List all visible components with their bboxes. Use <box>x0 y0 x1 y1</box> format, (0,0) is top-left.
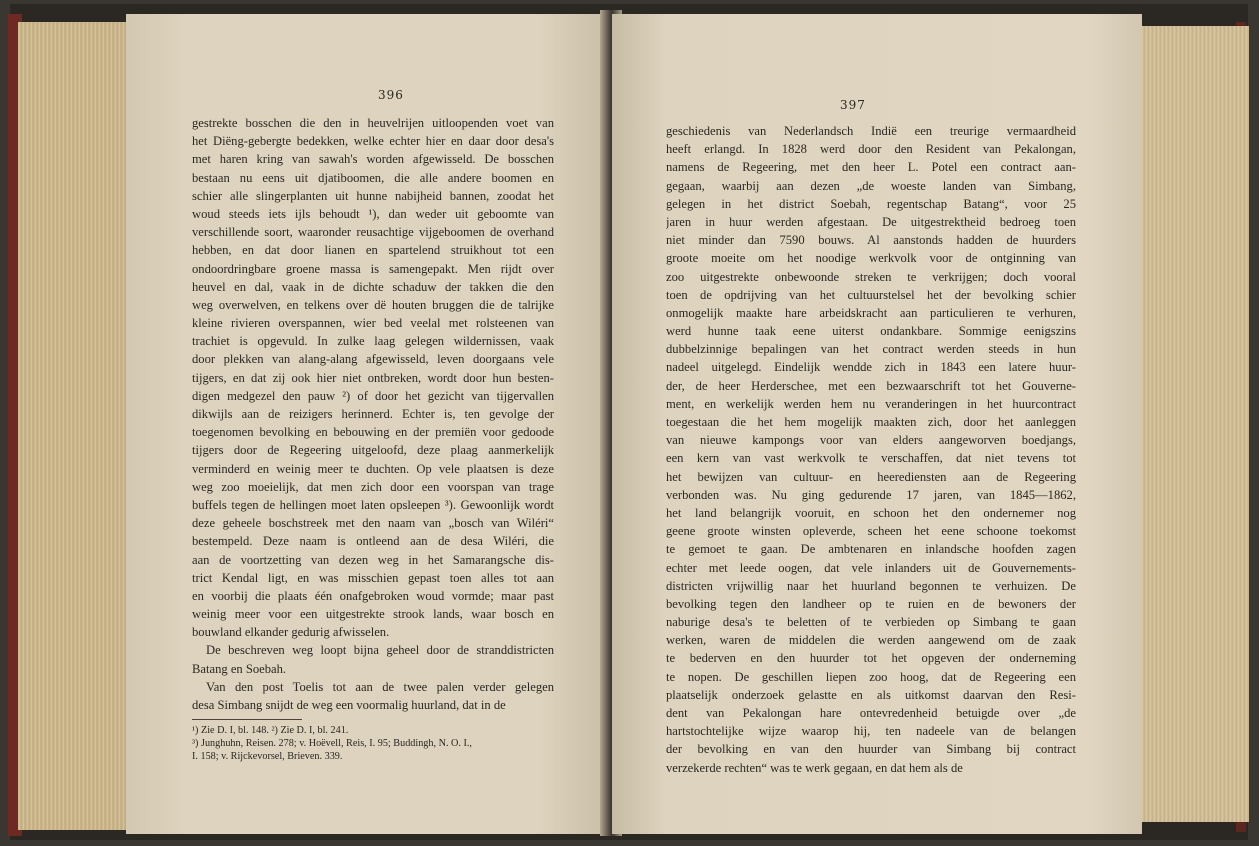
footnote-line: ¹) Zie D. I, bl. 148. ²) Zie D. I, bl. 241. <box>192 725 349 736</box>
text-line: geene groote winsten opleverde, scheen het eene schoone toekomst <box>666 524 1076 539</box>
text-line: trachiet is opgevuld. In zulke laag gelegen wildernissen, vaak <box>192 334 554 349</box>
text-line: jaren in huur werden afgestaan. De uitgestrektheid bedroeg toen <box>666 214 1076 229</box>
text-line: verschillende soort, waaronder reusachtige vijgeboomen de overhand <box>192 225 554 240</box>
text-line: en voorbij die plaats één onafgebroken woud vormde; maar past <box>192 588 554 603</box>
text-line: weg zoo moeielijk, dat men zich door een voorspan van trage <box>192 479 554 494</box>
text-line: nadeel uitgelegd. Eindelijk wendde zich in 1843 een latere huur- <box>666 360 1076 375</box>
footnote-rule <box>192 719 302 720</box>
text-line: te bederven en den huurder tot het opgeven der onderneming <box>666 651 1076 666</box>
text-line: bestaan nu eens uit djatiboomen, die alle andere boomen en <box>192 170 554 185</box>
text-line: te gemoet te gaan. De ambtenaren en inlandsche hoofden zagen <box>666 542 1076 557</box>
right-page-number: 397 <box>840 98 866 112</box>
text-line: ment, en werkelijk werden hem nu veranderingen in het huurcontract <box>666 396 1076 411</box>
left-page-number: 396 <box>378 88 404 102</box>
text-line: namens de Regeering, met den heer L. Potel een contract aan- <box>666 160 1076 175</box>
text-line: der bevolking en van den huurder van Simbang bij contract <box>666 742 1076 757</box>
text-line: echter met leede oogen, dat vele inlanders uit de Gouvernements- <box>666 560 1076 575</box>
text-line: het land belangrijk vooruit, en schoon het den ondernemer nog <box>666 505 1076 520</box>
text-line: weg overwelven, en telkens over dë houten bruggen die de talrijke <box>192 297 554 312</box>
text-line: Van den post Toelis tot aan de twee palen verder gelegen <box>206 679 554 694</box>
text-line: bouwland elkander gedurig afwisselen. <box>192 625 390 640</box>
text-line: toegestaan die het hem mogelijk maakten zich, door het aanleggen <box>666 415 1076 429</box>
footnote-line: I. 158; v. Rijckevorsel, Brieven. 339. <box>192 751 343 762</box>
text-line: door plekken van alang-alang afgewisseld, leven doorgaans vele <box>192 352 554 367</box>
text-line: buffels tegen de hellingen moet laten opsleepen ³). Gewoonlijk wordt <box>192 497 554 512</box>
text-line: ondoordringbare groene massa is samengepakt. Men rijdt over <box>192 261 554 276</box>
text-line: onmogelijk maakte hare arbeidskracht aan particulieren te verhuren, <box>666 305 1076 320</box>
text-line: geschiedenis van Nederlandsch Indië een treurige vermaardheid <box>666 124 1076 138</box>
text-line: kleine rivieren overspannen, wier bed veelal met rolsteenen van <box>192 316 554 331</box>
text-line: heuvel en dal, vaak in de dichte schaduw der takken die den <box>192 279 554 294</box>
text-line: een kern van vast werkvolk te verschaffen, dat niet tevens tot <box>666 451 1076 466</box>
text-line: heeft erlangd. In 1828 werd door den Resident van Pekalongan, <box>666 142 1076 157</box>
text-line: bevolking tegen den landheer op te ruien en de bewoners der <box>666 596 1076 611</box>
text-line: gelegen in het district Soebah, regentschap Batang“, voor 25 <box>666 196 1076 211</box>
text-line: dent van Pekalongan hare ontevredenheid betuigde over „de <box>666 706 1076 720</box>
text-line: weinig meer voor een uitgestrekte strook lands, waar bosch en <box>192 607 554 622</box>
text-line: toegenomen bevolking en bebouwing en der premiën voor gedoode <box>192 425 554 440</box>
text-line: deze geheele boschstreek met den naam van „bosch van Wiléri“ <box>192 516 554 531</box>
left-page <box>126 14 608 834</box>
text-line: zoo uitgestrekte onbewoonde streken te verkrijgen; doch vooral <box>666 269 1076 284</box>
text-line: digen medgezel den pauw ²) of door het gezicht van tijgervallen <box>192 388 554 403</box>
text-line: groote moeite om het noodige werkvolk voor de ontginning van <box>666 251 1076 266</box>
text-line: van nieuwe kampongs voor van elders aangeworven boedjangs, <box>666 433 1076 448</box>
text-line: verbonden was. Nu ging gedurende 17 jaren, van 1845—1862, <box>666 487 1076 502</box>
text-line: toen de opdrijving van het cultuurstelsel het der bevolking schier <box>666 287 1076 302</box>
left-page-footnotes <box>192 724 554 763</box>
text-line: het bewijzen van cultuur- en heerediensten aan de Regeering <box>666 469 1076 484</box>
right-page <box>612 14 1142 834</box>
text-line: gegaan, waarbij aan dezen „de woeste landen van Simbang, <box>666 178 1076 193</box>
text-line: naburige desa's te beletten of te verbieden op Simbang te gaan <box>666 615 1076 630</box>
text-line: dubbelzinnige bepalingen van het contract werden steeds in hun <box>666 342 1076 357</box>
right-page-body <box>666 122 1076 777</box>
text-line: niet minder dan 7590 bouws. Al aanstonds hadden de huurders <box>666 233 1076 248</box>
text-line: met haren kring van sawah's worden afgewisseld. De bosschen <box>192 152 554 167</box>
text-line: werd hunne taak eene uiterst ondankbare. Sommige eenigszins <box>666 324 1076 339</box>
text-line: der, de heer Herderschee, met een bezwaarschrift tot het Gouverne- <box>666 378 1076 393</box>
text-line: trict Kendal ligt, en was misschien gepast toen alles tot aan <box>192 570 554 585</box>
text-line: hebben, en dat door lianen en spartelend struikhout tot een <box>192 243 554 258</box>
text-line: het Diëng-gebergte bedekken, welke echter hier en daar door desa's <box>192 134 554 149</box>
text-line: desa Simbang snijdt de weg een voormalig huurland, dat in de <box>192 698 506 712</box>
footnote-line: ³) Junghuhn, Reisen. 278; v. Hoëvell, Reis, I. 95; Buddingh, N. O. I., <box>192 738 472 749</box>
text-line: tijgers door de Regeering uitgeloofd, deze plaag aanmerkelijk <box>192 443 554 458</box>
text-line: bestempeld. Deze naam is ontleend aan de desa Wiléri, die <box>192 534 554 549</box>
page-edges-right <box>1140 26 1249 822</box>
text-line: tijgers, en dat zij ook hier niet ontbreken, wordt door hun besten- <box>192 370 554 385</box>
text-line: schier alle slingerplanten uit hunne nabijheid bannen, zoodat het <box>192 188 554 203</box>
text-line: gestrekte bosschen die den in heuvelrijen uitloopenden voet van <box>192 116 554 130</box>
text-line: Batang en Soebah. <box>192 661 287 676</box>
text-line: dikwijls aan de reizigers herinnerd. Echter is, ten gevolge der <box>192 407 554 421</box>
text-line: verzekerde rechten“ was te werk gegaan, en dat hem als de <box>666 760 963 775</box>
text-line: woud steeds iets ijls behoudt ¹), dan weder uit geboomte van <box>192 206 554 221</box>
text-line: De beschreven weg loopt bijna geheel door de stranddistricten <box>206 643 554 658</box>
text-line: districten vrijwillig naar het huurland begonnen te verhuizen. De <box>666 578 1076 593</box>
left-page-body <box>192 114 554 714</box>
text-line: plaatselijk onderzoek gelastte en als uitkomst daarvan den Resi- <box>666 687 1076 702</box>
text-line: aan de voortzetting van dezen weg in het Samarangsche dis- <box>192 552 554 567</box>
text-line: verminderd en weinig meer te duchten. Op vele plaatsen is deze <box>192 461 554 476</box>
text-line: werken, waren de middelen die werden aangewend om de zaak <box>666 633 1076 648</box>
page-edges-left <box>18 22 129 830</box>
text-line: hartstochtelijke wijze waarop hij, ten nadeele van de belangen <box>666 724 1076 739</box>
text-line: te nopen. De geschillen liepen zoo hoog, dat de Regeering een <box>666 669 1076 684</box>
